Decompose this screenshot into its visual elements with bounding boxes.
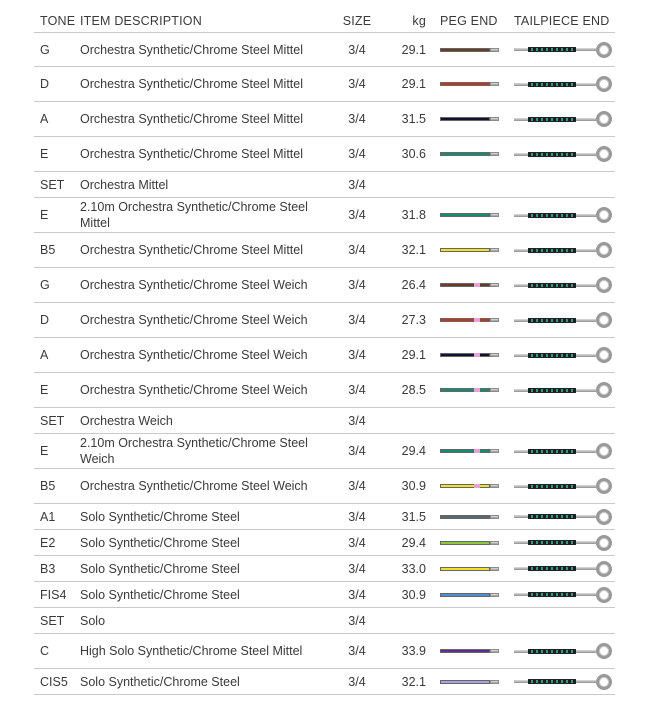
winding-icon	[528, 484, 576, 489]
kg-cell: 29.4	[401, 444, 426, 458]
peg-tip-icon	[490, 152, 499, 156]
wire-icon	[514, 284, 528, 287]
peg-end-cell	[432, 504, 514, 529]
size-cell: 3/4	[348, 413, 366, 428]
size-cell: 3/4	[348, 509, 366, 524]
table-row	[34, 556, 615, 582]
kg-cell: 33.9	[401, 644, 426, 658]
tailpiece-end-cell	[514, 608, 615, 633]
tone-cell: B3	[40, 561, 56, 576]
table-row	[34, 338, 615, 373]
tone-cell: E	[40, 383, 49, 397]
winding-icon	[528, 388, 576, 393]
ball-ring-icon	[596, 76, 612, 92]
table-row	[34, 198, 615, 233]
tone-cell: E2	[40, 535, 56, 550]
ball-ring-icon	[596, 277, 612, 293]
description-cell: Solo Synthetic/Chrome Steel	[80, 561, 240, 576]
peg-tip-icon	[490, 248, 499, 252]
ball-ring-icon	[596, 382, 612, 398]
winding-icon	[528, 649, 576, 654]
wire-icon	[576, 214, 596, 217]
tailpiece-end-cell	[514, 137, 615, 171]
wire-icon	[576, 389, 596, 392]
ball-ring-icon	[596, 561, 612, 577]
wire-icon	[576, 118, 596, 121]
winding-icon	[528, 514, 576, 519]
description-cell: Solo Synthetic/Chrome Steel	[80, 587, 240, 602]
size-cell: 3/4	[348, 42, 366, 57]
ball-ring-icon	[596, 312, 612, 328]
wire-icon	[514, 389, 528, 392]
peg-end-icon	[440, 82, 490, 86]
tone-cell: B5	[40, 243, 56, 257]
description-cell: Orchestra Synthetic/Chrome Steel Weich	[80, 313, 308, 327]
wire-icon	[576, 593, 596, 596]
peg-end-icon	[440, 515, 490, 519]
size-cell: 3/4	[348, 613, 366, 628]
wire-icon	[576, 354, 596, 357]
description-cell: Orchestra Synthetic/Chrome Steel Mittel	[80, 42, 303, 57]
peg-end-icon	[440, 353, 490, 357]
peg-end-icon	[440, 48, 490, 52]
wire-icon	[514, 48, 528, 51]
ball-ring-icon	[596, 674, 612, 690]
table-row	[34, 233, 615, 268]
description-cell: Orchestra Synthetic/Chrome Steel Mittel	[80, 147, 303, 161]
wire-icon	[514, 450, 528, 453]
wire-icon	[576, 541, 596, 544]
kg-cell: 28.5	[401, 383, 426, 397]
tone-cell: C	[40, 644, 50, 658]
tailpiece-end-icon	[514, 137, 615, 171]
strings-table	[34, 10, 615, 695]
header-description: ITEM DESCRIPTION	[80, 14, 202, 28]
size-cell: 3/4	[348, 313, 366, 327]
description-cell: Solo Synthetic/Chrome Steel	[80, 509, 240, 524]
peg-end-icon	[440, 484, 490, 488]
peg-tip-icon	[490, 515, 499, 519]
size-cell: 3/4	[348, 77, 366, 91]
header-tailpiece-end: TAILPIECE END	[514, 14, 610, 28]
peg-tip-icon	[490, 82, 499, 86]
wire-icon	[576, 650, 596, 653]
header-peg-end: PEG END	[440, 14, 498, 28]
tailpiece-end-icon	[514, 268, 615, 302]
peg-tip-icon	[490, 449, 499, 453]
winding-icon	[528, 449, 576, 454]
wire-icon	[514, 319, 528, 322]
winding-icon	[528, 353, 576, 358]
table-row	[34, 634, 615, 669]
ball-ring-icon	[596, 146, 612, 162]
peg-end-cell	[432, 556, 514, 581]
description-cell: Orchestra Synthetic/Chrome Steel Mittel	[80, 112, 303, 126]
peg-end-cell	[432, 634, 514, 668]
tone-cell: D	[40, 77, 50, 91]
peg-end-icon	[440, 213, 490, 217]
ball-ring-icon	[596, 42, 612, 58]
tailpiece-end-cell	[514, 556, 615, 581]
soft-marker-icon	[474, 283, 480, 287]
peg-tip-icon	[490, 117, 499, 121]
tone-cell: A1	[40, 509, 56, 524]
kg-cell: 30.9	[401, 479, 426, 493]
size-cell: 3/4	[348, 112, 366, 126]
table-row	[34, 373, 615, 408]
description-cell: Orchestra Mittel	[80, 177, 169, 192]
tailpiece-end-cell	[514, 373, 615, 407]
soft-marker-icon	[474, 318, 480, 322]
peg-tip-icon	[490, 541, 499, 545]
tailpiece-end-icon	[514, 634, 615, 668]
ball-ring-icon	[596, 207, 612, 223]
size-cell: 3/4	[348, 383, 366, 397]
wire-icon	[514, 567, 528, 570]
winding-icon	[528, 592, 576, 597]
soft-marker-icon	[474, 449, 480, 453]
tailpiece-end-cell	[514, 582, 615, 607]
tailpiece-end-cell	[514, 268, 615, 302]
wire-icon	[576, 319, 596, 322]
wire-icon	[576, 153, 596, 156]
wire-icon	[576, 567, 596, 570]
tailpiece-end-cell	[514, 469, 615, 503]
kg-cell: 31.8	[401, 208, 426, 222]
soft-marker-icon	[474, 388, 480, 392]
tailpiece-end-cell	[514, 338, 615, 372]
tailpiece-end-cell	[514, 434, 615, 468]
peg-end-cell	[432, 338, 514, 372]
tailpiece-end-icon	[514, 338, 615, 372]
wire-icon	[514, 214, 528, 217]
tailpiece-end-icon	[514, 373, 615, 407]
tailpiece-end-icon	[514, 669, 615, 694]
tailpiece-end-cell	[514, 198, 615, 232]
wire-icon	[514, 593, 528, 596]
ball-ring-icon	[596, 587, 612, 603]
table-row	[34, 530, 615, 556]
table-row	[34, 408, 615, 434]
peg-end-icon	[440, 680, 490, 684]
wire-icon	[514, 249, 528, 252]
soft-marker-icon	[474, 353, 480, 357]
tailpiece-end-cell	[514, 303, 615, 337]
winding-icon	[528, 82, 576, 87]
size-cell: 3/4	[348, 535, 366, 550]
kg-cell: 32.1	[401, 243, 426, 257]
ball-ring-icon	[596, 535, 612, 551]
tailpiece-end-cell	[514, 408, 615, 433]
wire-icon	[576, 48, 596, 51]
kg-cell: 32.1	[401, 674, 426, 689]
tone-cell: FIS4	[40, 587, 67, 602]
kg-cell: 33.0	[401, 561, 426, 576]
peg-end-cell	[432, 608, 514, 633]
peg-tip-icon	[490, 567, 499, 571]
peg-end-cell	[432, 582, 514, 607]
tailpiece-end-icon	[514, 233, 615, 267]
header-tone: TONE	[40, 14, 76, 28]
table-row	[34, 669, 615, 695]
tailpiece-end-cell	[514, 233, 615, 267]
peg-tip-icon	[490, 388, 499, 392]
wire-icon	[576, 680, 596, 683]
peg-end-cell	[432, 669, 514, 694]
peg-end-cell	[432, 33, 514, 66]
tone-cell: E	[40, 208, 49, 222]
peg-end-cell	[432, 434, 514, 468]
tone-cell: D	[40, 313, 50, 327]
kg-cell: 29.1	[401, 42, 426, 57]
peg-end-icon	[440, 152, 490, 156]
winding-icon	[528, 283, 576, 288]
table-row	[34, 137, 615, 172]
wire-icon	[514, 541, 528, 544]
peg-end-icon	[440, 248, 490, 252]
size-cell: 3/4	[348, 147, 366, 161]
description-cell: Orchestra Weich	[80, 413, 173, 428]
size-cell: 3/4	[348, 644, 366, 658]
peg-tip-icon	[490, 593, 499, 597]
peg-tip-icon	[490, 353, 499, 357]
peg-end-icon	[440, 117, 490, 121]
header-kg: kg	[412, 14, 426, 28]
description-cell: Solo	[80, 613, 106, 628]
size-cell: 3/4	[348, 444, 366, 458]
wire-icon	[514, 354, 528, 357]
size-cell: 3/4	[348, 561, 366, 576]
tone-cell: E	[40, 444, 49, 458]
tailpiece-end-cell	[514, 67, 615, 101]
size-cell: 3/4	[348, 348, 366, 362]
peg-end-cell	[432, 198, 514, 232]
wire-icon	[514, 515, 528, 518]
tone-cell: A	[40, 112, 49, 126]
winding-icon	[528, 213, 576, 218]
description-cell: High Solo Synthetic/Chrome Steel Mittel	[80, 644, 303, 658]
kg-cell: 29.4	[401, 535, 426, 550]
size-cell: 3/4	[348, 479, 366, 493]
tailpiece-end-icon	[514, 434, 615, 468]
tailpiece-end-icon	[514, 530, 615, 555]
table-row	[34, 102, 615, 137]
table-row	[34, 172, 615, 198]
tone-cell: A	[40, 348, 49, 362]
wire-icon	[514, 118, 528, 121]
peg-end-icon	[440, 318, 490, 322]
winding-icon	[528, 117, 576, 122]
peg-end-cell	[432, 373, 514, 407]
ball-ring-icon	[596, 643, 612, 659]
peg-tip-icon	[490, 680, 499, 684]
table-row	[34, 469, 615, 504]
tailpiece-end-icon	[514, 198, 615, 232]
winding-icon	[528, 318, 576, 323]
wire-icon	[514, 153, 528, 156]
wire-icon	[514, 83, 528, 86]
peg-end-cell	[432, 137, 514, 171]
wire-icon	[514, 485, 528, 488]
size-cell: 3/4	[348, 177, 366, 192]
tailpiece-end-icon	[514, 504, 615, 529]
peg-end-cell	[432, 172, 514, 197]
table-row	[34, 268, 615, 303]
ball-ring-icon	[596, 111, 612, 127]
ball-ring-icon	[596, 242, 612, 258]
kg-cell: 31.5	[401, 509, 426, 524]
peg-end-icon	[440, 449, 490, 453]
winding-icon	[528, 679, 576, 684]
description-cell: Orchestra Synthetic/Chrome Steel Mittel	[80, 243, 303, 257]
ball-ring-icon	[596, 347, 612, 363]
table-row	[34, 434, 615, 469]
kg-cell: 26.4	[401, 278, 426, 292]
peg-tip-icon	[490, 318, 499, 322]
table-row	[34, 582, 615, 608]
tailpiece-end-icon	[514, 582, 615, 607]
tailpiece-end-icon	[514, 33, 615, 66]
kg-cell: 30.6	[401, 147, 426, 161]
peg-end-cell	[432, 408, 514, 433]
wire-icon	[576, 450, 596, 453]
table-row	[34, 303, 615, 338]
tailpiece-end-cell	[514, 634, 615, 668]
description-cell: Orchestra Synthetic/Chrome Steel Mittel	[80, 77, 303, 91]
peg-tip-icon	[490, 649, 499, 653]
table-row	[34, 32, 615, 67]
tone-cell: SET	[40, 177, 65, 192]
peg-end-cell	[432, 233, 514, 267]
soft-marker-icon	[474, 484, 480, 488]
tailpiece-end-cell	[514, 102, 615, 136]
tailpiece-end-cell	[514, 669, 615, 694]
peg-end-icon	[440, 388, 490, 392]
winding-icon	[528, 152, 576, 157]
tailpiece-end-cell	[514, 172, 615, 197]
peg-end-cell	[432, 530, 514, 555]
description-cell: 2.10m Orchestra Synthetic/Chrome Steel Mittel	[80, 200, 308, 230]
kg-cell: 29.1	[401, 348, 426, 362]
header-size: SIZE	[342, 14, 372, 28]
description-cell: Solo Synthetic/Chrome Steel	[80, 674, 240, 689]
size-cell: 3/4	[348, 587, 366, 602]
table-row	[34, 504, 615, 530]
table-row	[34, 67, 615, 102]
peg-tip-icon	[490, 283, 499, 287]
table-row	[34, 608, 615, 634]
ball-ring-icon	[596, 509, 612, 525]
description-cell: Orchestra Synthetic/Chrome Steel Weich	[80, 479, 308, 493]
tone-cell: G	[40, 42, 50, 57]
tailpiece-end-cell	[514, 33, 615, 66]
peg-end-icon	[440, 541, 490, 545]
peg-end-cell	[432, 303, 514, 337]
description-cell: 2.10m Orchestra Synthetic/Chrome Steel Weich	[80, 436, 308, 466]
kg-cell: 27.3	[401, 313, 426, 327]
tailpiece-end-icon	[514, 556, 615, 581]
tone-cell: G	[40, 278, 50, 292]
tone-cell: SET	[40, 413, 65, 428]
wire-icon	[514, 650, 528, 653]
peg-end-icon	[440, 567, 490, 571]
peg-end-cell	[432, 102, 514, 136]
wire-icon	[576, 83, 596, 86]
winding-icon	[528, 540, 576, 545]
peg-tip-icon	[490, 213, 499, 217]
tailpiece-end-cell	[514, 504, 615, 529]
tailpiece-end-icon	[514, 469, 615, 503]
tailpiece-end-icon	[514, 67, 615, 101]
wire-icon	[576, 249, 596, 252]
tone-cell: SET	[40, 613, 65, 628]
peg-end-icon	[440, 649, 490, 653]
size-cell: 3/4	[348, 208, 366, 222]
description-cell: Orchestra Synthetic/Chrome Steel Weich	[80, 278, 308, 292]
ball-ring-icon	[596, 478, 612, 494]
size-cell: 3/4	[348, 674, 366, 689]
tailpiece-end-cell	[514, 530, 615, 555]
tone-cell: CIS5	[40, 674, 68, 689]
winding-icon	[528, 566, 576, 571]
description-cell: Solo Synthetic/Chrome Steel	[80, 535, 240, 550]
peg-end-cell	[432, 469, 514, 503]
wire-icon	[576, 485, 596, 488]
peg-tip-icon	[490, 484, 499, 488]
tailpiece-end-icon	[514, 303, 615, 337]
kg-cell: 31.5	[401, 112, 426, 126]
description-cell: Orchestra Synthetic/Chrome Steel Weich	[80, 383, 308, 397]
wire-icon	[576, 284, 596, 287]
peg-end-icon	[440, 283, 490, 287]
tone-cell: E	[40, 147, 49, 161]
peg-end-cell	[432, 67, 514, 101]
kg-cell: 29.1	[401, 77, 426, 91]
description-cell: Orchestra Synthetic/Chrome Steel Weich	[80, 348, 308, 362]
winding-icon	[528, 47, 576, 52]
wire-icon	[514, 680, 528, 683]
tailpiece-end-icon	[514, 102, 615, 136]
tone-cell: B5	[40, 479, 56, 493]
winding-icon	[528, 248, 576, 253]
peg-end-icon	[440, 593, 490, 597]
wire-icon	[576, 515, 596, 518]
kg-cell: 30.9	[401, 587, 426, 602]
ball-ring-icon	[596, 443, 612, 459]
table-header	[34, 10, 615, 32]
size-cell: 3/4	[348, 278, 366, 292]
table-body	[34, 32, 615, 695]
peg-end-cell	[432, 268, 514, 302]
peg-tip-icon	[490, 48, 499, 52]
size-cell: 3/4	[348, 243, 366, 257]
